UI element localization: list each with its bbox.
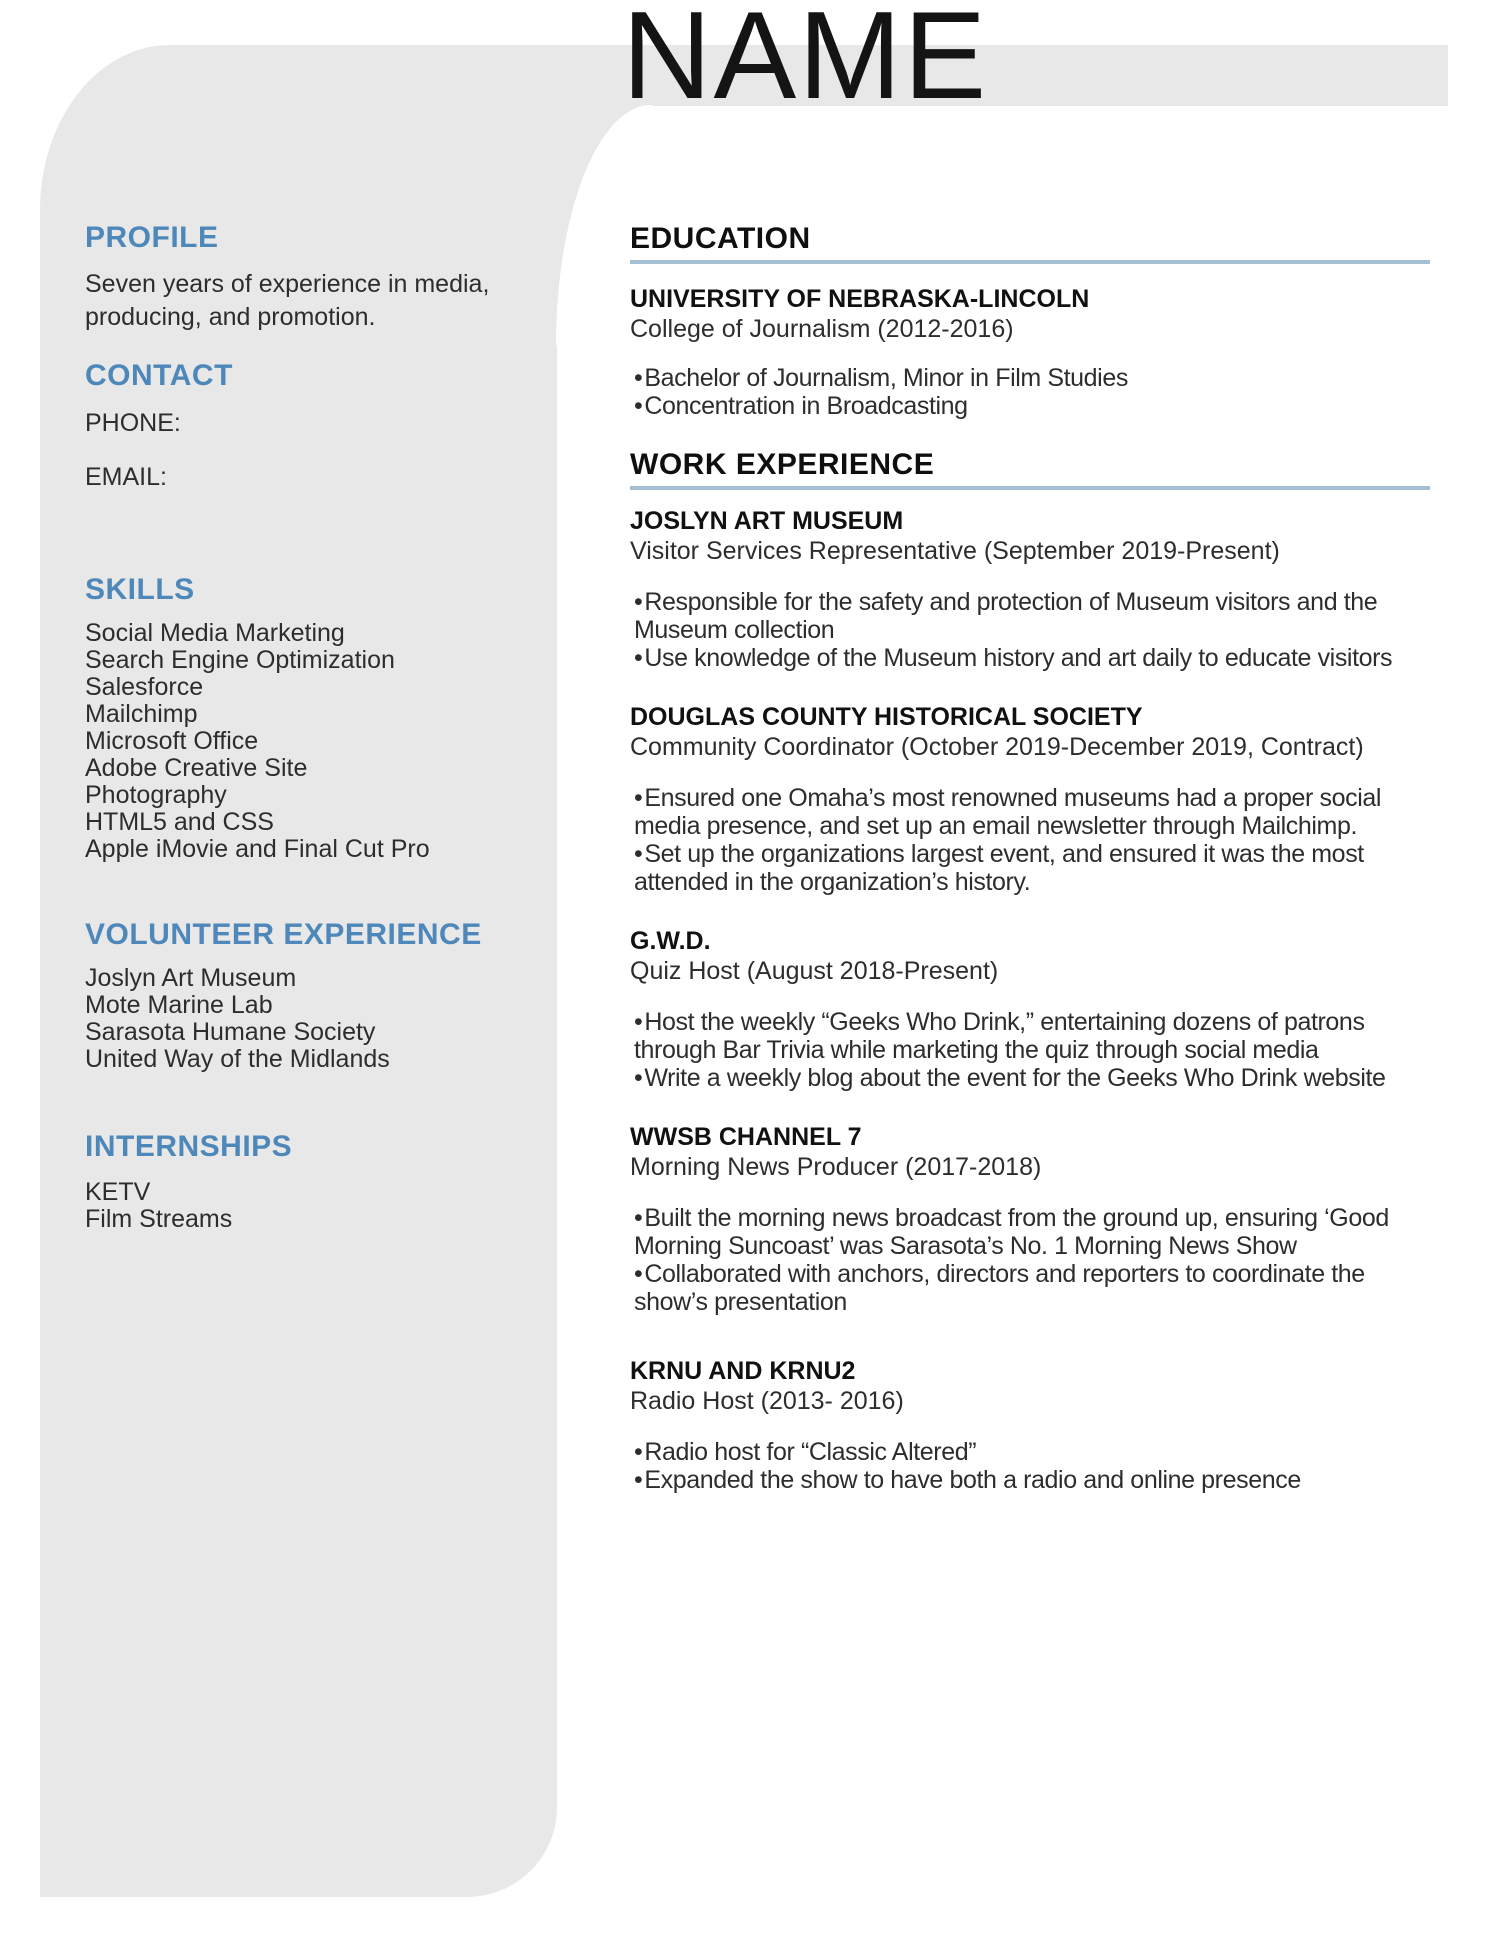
volunteer-list [85,965,535,1073]
bullet-text: Host the weekly “Geeks Who Drink,” entertaining dozens of patrons through Bar Trivia while marketing the quiz through social media [634,1008,1365,1064]
education-entry [630,284,1430,420]
bullet-item [630,784,1430,840]
job-entry [630,1356,1430,1494]
job-bullets [630,1204,1430,1316]
bullet-text: Radio host for “Classic Altered” [644,1438,977,1466]
bullet-item [630,644,1430,672]
section-divider [630,486,1430,490]
job-entry [630,926,1430,1092]
job-role: Radio Host (2013- 2016) [630,1387,904,1415]
volunteer-item: Sarasota Humane Society [85,1018,376,1046]
job-entry [630,506,1430,672]
bullet-icon: • [634,1064,643,1092]
skill-item: Photography [85,781,227,809]
internships-heading: INTERNSHIPS [85,1130,293,1163]
job-bullets [630,1008,1430,1092]
bullet-icon: • [634,364,643,392]
bullet-text: Bachelor of Journalism, Minor in Film Studies [644,364,1128,392]
bullet-item [630,1064,1430,1092]
school-name: UNIVERSITY OF NEBRASKA-LINCOLN [630,285,1090,313]
degree-line: College of Journalism (2012-2016) [630,315,1014,343]
volunteer-item: United Way of the Midlands [85,1045,390,1073]
profile-heading: PROFILE [85,221,219,254]
bullet-text: Concentration in Broadcasting [644,392,968,420]
job-bullets [630,588,1430,672]
bullet-text: Ensured one Omaha’s most renowned museums had a proper social media presence, and set up an email newsletter through Mailchimp. [634,784,1382,840]
bullet-icon: • [634,1204,643,1232]
job-role: Visitor Services Representative (September 2019-Present) [630,537,1280,565]
bullet-icon: • [634,1466,643,1494]
job-entry [630,702,1430,896]
skill-item: Social Media Marketing [85,619,345,647]
bullet-icon: • [634,840,643,868]
internship-item: Film Streams [85,1205,233,1233]
skill-item: Mailchimp [85,700,198,728]
bullet-text: Collaborated with anchors, directors and reporters to coordinate the show’s presentation [634,1260,1365,1316]
education-bullets [630,364,1430,420]
main-column [630,222,1430,1494]
internship-item: KETV [85,1178,151,1206]
contact-heading: CONTACT [85,359,233,392]
skill-item: Salesforce [85,673,204,701]
skill-item: Apple iMovie and Final Cut Pro [85,835,430,863]
skill-item: Search Engine Optimization [85,646,395,674]
volunteer-heading: VOLUNTEER EXPERIENCE [85,918,482,951]
section-divider [630,260,1430,264]
job-org: DOUGLAS COUNTY HISTORICAL SOCIETY [630,703,1143,731]
job-org: WWSB CHANNEL 7 [630,1123,862,1151]
internships-list [85,1179,535,1233]
bullet-item [630,1438,1430,1466]
bullet-text: Responsible for the safety and protection of Museum visitors and the Museum collection [634,588,1378,644]
skill-item: Microsoft Office [85,727,259,755]
bullet-icon: • [634,392,643,420]
bullet-icon: • [634,1260,643,1288]
bullet-item [630,1260,1430,1316]
bullet-item [630,1204,1430,1260]
phone-label: PHONE: [85,409,181,437]
work-experience-heading: WORK EXPERIENCE [630,448,935,481]
page-title: NAME [622,0,989,125]
bullet-item [630,840,1430,896]
job-role: Morning News Producer (2017-2018) [630,1153,1042,1181]
sidebar [85,222,535,1233]
bullet-icon: • [634,644,643,672]
job-org: G.W.D. [630,927,711,955]
volunteer-item: Joslyn Art Museum [85,964,297,992]
job-org: KRNU AND KRNU2 [630,1357,856,1385]
skill-item: HTML5 and CSS [85,808,274,836]
job-entry [630,1122,1430,1316]
bullet-item [630,1008,1430,1064]
skills-heading: SKILLS [85,573,195,606]
bullet-icon: • [634,588,643,616]
bullet-text: Use knowledge of the Museum history and art daily to educate visitors [644,644,1393,672]
profile-summary: Seven years of experience in media, producing, and promotion. [85,270,490,331]
skills-list [85,620,535,863]
volunteer-item: Mote Marine Lab [85,991,273,1019]
bullet-item [630,1466,1430,1494]
bullet-item [630,588,1430,644]
bullet-item [630,392,1430,420]
job-role: Quiz Host (August 2018-Present) [630,957,999,985]
bullet-icon: • [634,784,643,812]
bullet-text: Write a weekly blog about the event for the Geeks Who Drink website [644,1064,1386,1092]
job-bullets [630,784,1430,896]
job-bullets [630,1438,1430,1494]
bullet-text: Set up the organizations largest event, and ensured it was the most attended in the organization’s history. [634,840,1364,896]
bullet-icon: • [634,1008,643,1036]
job-role: Community Coordinator (October 2019-December 2019, Contract) [630,733,1364,761]
bullet-text: Expanded the show to have both a radio and online presence [644,1466,1301,1494]
education-heading: EDUCATION [630,222,811,255]
bullet-icon: • [634,1438,643,1466]
bullet-text: Built the morning news broadcast from the ground up, ensuring ‘Good Morning Suncoast’ was Sarasota’s No. 1 Morning News Show [634,1204,1389,1260]
job-org: JOSLYN ART MUSEUM [630,507,904,535]
skill-item: Adobe Creative Site [85,754,308,782]
bullet-item [630,364,1430,392]
email-label: EMAIL: [85,463,167,491]
